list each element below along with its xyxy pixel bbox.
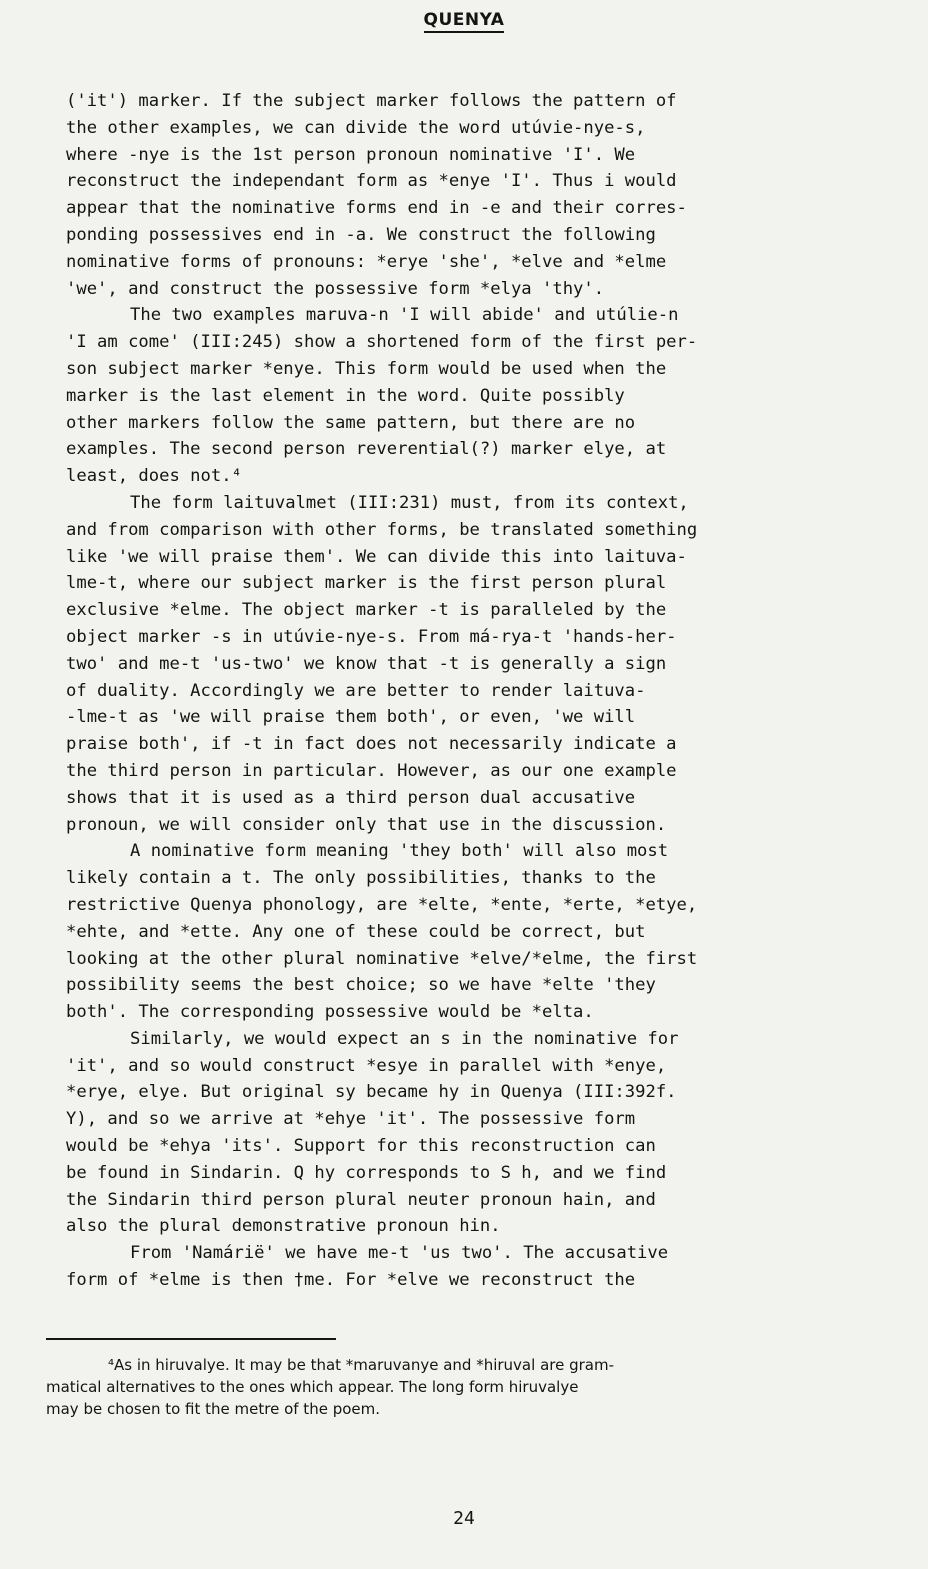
page-header — [0, 10, 928, 30]
text-line: other markers follow the same pattern, but there are no — [66, 412, 636, 433]
text-line: lme-t, where our subject marker is the first person plural — [66, 573, 667, 594]
text-line: reconstruct the independant form as *enye 'I'. Thus i would — [66, 171, 677, 192]
text-line: two' and me-t 'us-two' we know that -t is generally a sign — [66, 653, 667, 674]
text-line: like 'we will praise them'. We can divide this into laituva- — [66, 546, 687, 567]
text-line: possibility seems the best choice; so we have *elte 'they — [66, 975, 656, 996]
text-line: examples. The second person reverential(?) marker elye, at — [66, 439, 667, 460]
text-line: the other examples, we can divide the word utúvie-nye-s, — [66, 117, 646, 138]
text-line: also the plural demonstrative pronoun hin. — [66, 1216, 501, 1237]
text-line: 'we', and construct the possessive form *elya 'thy'. — [66, 278, 605, 299]
text-line: marker is the last element in the word. Quite possibly — [66, 385, 625, 406]
footnote-line: matical alternatives to the ones which appear. The long form hiruvalye — [46, 1378, 579, 1396]
footnote-line: may be chosen to fit the metre of the poem. — [46, 1400, 380, 1418]
text-line: pronoun, we will consider only that use in the discussion. — [66, 814, 667, 835]
text-line: nominative forms of pronouns: *erye 'she', *elve and *elme — [66, 251, 667, 272]
text-line: object marker -s in utúvie-nye-s. From má-rya-t 'hands-her- — [66, 626, 677, 647]
footnote-line: ⁴As in hiruvalye. It may be that *maruvanye and *hiruval are gram- — [108, 1356, 614, 1374]
text-line: of duality. Accordingly we are better to render laituva- — [66, 680, 646, 701]
text-line: *ehte, and *ette. Any one of these could be correct, but — [66, 921, 646, 942]
text-line: Similarly, we would expect an s in the nominative for — [130, 1028, 679, 1049]
text-line: where -nye is the 1st person pronoun nominative 'I'. We — [66, 144, 636, 165]
text-line: The form laituvalmet (III:231) must, from its context, — [130, 492, 689, 513]
text-line: be found in Sindarin. Q hy corresponds to S h, and we find — [66, 1162, 667, 1183]
text-line: likely contain a t. The only possibilities, thanks to the — [66, 868, 656, 889]
text-line: and from comparison with other forms, be translated something — [66, 519, 698, 540]
text-line: Y), and so we arrive at *ehye 'it'. The possessive form — [66, 1109, 636, 1130]
text-line: 'it', and so would construct *esye in parallel with *enye, — [66, 1055, 667, 1076]
text-line: A nominative form meaning 'they both' will also most — [130, 841, 669, 862]
text-line: ponding possessives end in -a. We construct the following — [66, 224, 656, 245]
footnote-divider — [46, 1338, 336, 1340]
body-text — [66, 88, 881, 1294]
footnote — [46, 1354, 866, 1420]
text-line: son subject marker *enye. This form would be used when the — [66, 358, 667, 379]
text-line: praise both', if -t in fact does not necessarily indicate a — [66, 734, 677, 755]
text-line: would be *ehya 'its'. Support for this reconstruction can — [66, 1136, 656, 1157]
text-line: The two examples maruva-n 'I will abide' and utúlie-n — [130, 305, 679, 326]
text-line: exclusive *elme. The object marker -t is paralleled by the — [66, 600, 667, 621]
text-line: restrictive Quenya phonology, are *elte, *ente, *erte, *etye, — [66, 894, 698, 915]
text-line: the third person in particular. However, as our one example — [66, 760, 677, 781]
header-title: QUENYA — [424, 10, 505, 33]
text-line: appear that the nominative forms end in -e and their corres- — [66, 198, 687, 219]
text-line: From 'Namárië' we have me-t 'us two'. The accusative — [130, 1243, 669, 1264]
text-line: shows that it is used as a third person dual accusative — [66, 787, 636, 808]
page-number: 24 — [453, 1508, 475, 1529]
text-line: 'I am come' (III:245) show a shortened form of the first per- — [66, 332, 698, 353]
text-line: -lme-t as 'we will praise them both', or even, 'we will — [66, 707, 636, 728]
text-line: both'. The corresponding possessive would be *elta. — [66, 1002, 594, 1023]
text-line: looking at the other plural nominative *elve/*elme, the first — [66, 948, 698, 969]
text-line: form of *elme is then †me. For *elve we reconstruct the — [66, 1270, 636, 1291]
text-line: ('it') marker. If the subject marker follows the pattern of — [66, 91, 677, 111]
text-line: least, does not.⁴ — [66, 466, 242, 487]
text-line: the Sindarin third person plural neuter pronoun hain, and — [66, 1189, 656, 1210]
text-line: *erye, elye. But original sy became hy in Quenya (III:392f. — [66, 1082, 677, 1103]
